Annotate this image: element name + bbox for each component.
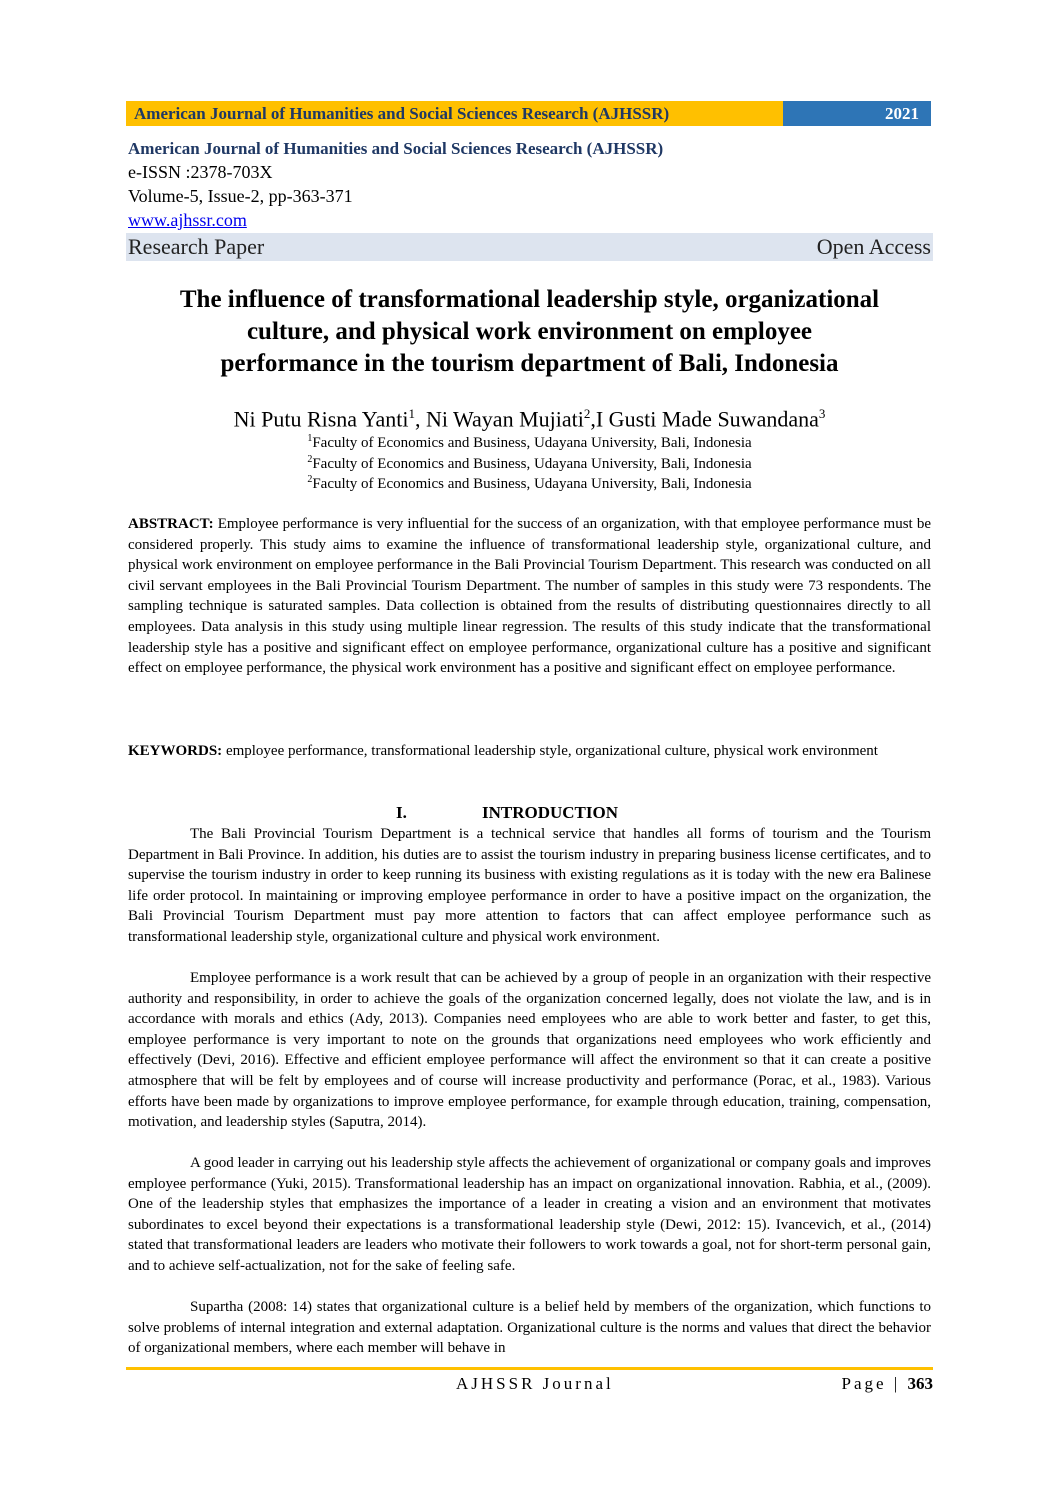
author-1: Ni Putu Risna Yanti bbox=[233, 406, 409, 432]
running-header-year: 2021 bbox=[783, 101, 931, 126]
affiliation-2-text: Faculty of Economics and Business, Udayana University, Bali, Indonesia bbox=[312, 456, 752, 472]
access-type: Open Access bbox=[816, 234, 931, 259]
abstract bbox=[128, 514, 931, 679]
body-paragraph-2: Employee performance is a work result that can be achieved by a group of people in an organization with their respective authority and responsibility, in order to achieve the goals of the organization concerned legally, does not violate the law, and is in accordance with morals and ethics (Ady, 2013). Companies need employees who are able to work better and faster, to get this, employee performance is very important to note on the grounds that organizations need employees who work efficiently and effectively (Devi, 2016). Effective and efficient employee performance will affect the environment so that it can create a positive atmosphere that will be felt by employees and of course will increase productivity and performance (Porac, et al., 1983). Various efforts have been made by organizations to improve employee performance, for example through education, training, compensation, motivation, and leadership styles (Saputra, 2014). bbox=[128, 970, 931, 1131]
page-footer bbox=[126, 1374, 933, 1398]
author-2: , Ni Wayan Mujiati bbox=[414, 406, 584, 432]
affiliation-1-text: Faculty of Economics and Business, Udayana University, Bali, Indonesia bbox=[312, 435, 752, 451]
paper-title bbox=[126, 284, 933, 380]
abstract-label: ABSTRACT: bbox=[128, 516, 214, 532]
section-number: I. bbox=[396, 803, 407, 822]
abstract-text: Employee performance is very influential for the success of an organization, with that employee performance must be considered properly. This study aims to examine the influence of transformational leadership style, organizational culture, and physical work environment on employee performance in the Bali Provincial Tourism Department. This research was conducted on all civil servant employees in the Bali Provincial Tourism Department. The number of samples in this study were 73 respondents. The sampling technique is saturated samples. Data collection is obtained from the results of distributing questionnaires directly to all employees. Data analysis in this study using multiple linear regression. The results of this study indicate that the transformational leadership style has a positive and significant effect on employee performance, organizational culture has a positive and significant effect on employee performance, the physical work environment has a positive and significant effect on employee performance. bbox=[128, 516, 931, 677]
footer-page-label: Page | bbox=[841, 1374, 908, 1393]
meta-journal: American Journal of Humanities and Social Sciences Research (AJHSSR) bbox=[128, 139, 664, 158]
journal-meta bbox=[128, 138, 933, 232]
affiliation-3-text: Faculty of Economics and Business, Udayana University, Bali, Indonesia bbox=[312, 476, 752, 492]
keywords-label: KEYWORDS: bbox=[128, 743, 223, 759]
affiliation-3-sup: 2 bbox=[307, 474, 313, 485]
body-paragraph-1: The Bali Provincial Tourism Department is a technical service that handles all forms of tourism and the Tourism Department in Bali Province. In addition, his duties are to assist the tourism industry in preparing business license certificates, and to supervise the tourism industry in order to keep running its business with existing regulations as it is today with the new era Balinese life order protocol. In maintaining or improving employee performance in order to have a positive impact on the organization, the Bali Provincial Tourism Department must pay more attention to factors that can affect employee performance such as transformational leadership style, organizational culture and physical work environment. bbox=[128, 826, 931, 945]
footer-page bbox=[842, 1374, 933, 1394]
author-3-sup: 3 bbox=[818, 406, 826, 421]
section-title: INTRODUCTION bbox=[482, 803, 619, 822]
footer-rule bbox=[126, 1367, 933, 1370]
author-3: ,I Gusti Made Suwandana bbox=[590, 406, 819, 432]
affiliation-1-sup: 1 bbox=[307, 433, 313, 444]
title-line-2: culture, and physical work environment on employee bbox=[246, 318, 813, 345]
paper-type-bar bbox=[126, 233, 933, 261]
paper-type: Research Paper bbox=[128, 234, 265, 259]
title-line-3: performance in the tourism department of Bali, Indonesia bbox=[220, 350, 839, 377]
meta-volume: Volume-5, Issue-2, pp-363-371 bbox=[128, 186, 353, 206]
author-2-sup: 2 bbox=[583, 406, 591, 421]
journal-url-link[interactable]: www.ajhssr.com bbox=[128, 210, 247, 230]
affiliation-3 bbox=[126, 470, 933, 494]
footer-page-number: 363 bbox=[907, 1374, 933, 1393]
body-paragraph-3: A good leader in carrying out his leadership style affects the achievement of organizational or company goals and improves employee performance (Yuki, 2015). Transformational leadership has an impact on organizational innovation. Rabhia, et al., (2009). One of the leadership styles that emphasizes the importance of a leader in creating a vision and an environment that motivates subordinates to excel beyond their expectations is a transformational leadership style (Dewi, 2012: 15). Ivancevich, et al., (2014) stated that transformational leaders are leaders who motivate their followers to work towards a goal, not for short-term personal gain, and to achieve self-actualization, not for the sake of feeling safe. bbox=[128, 1155, 931, 1274]
meta-eissn: e-ISSN :2378-703X bbox=[128, 162, 273, 182]
affiliation-2-sup: 2 bbox=[307, 454, 313, 465]
body-paragraph-4: Supartha (2008: 14) states that organizational culture is a belief held by members of the organization, which functions to solve problems of internal integration and external adaptation. Organizational culture is the norms and values that direct the behavior of organizational members, where each member will behave in bbox=[128, 1299, 931, 1357]
footer-journal: AJHSSR Journal bbox=[456, 1374, 614, 1393]
running-header-journal: American Journal of Humanities and Social Sciences Research (AJHSSR) bbox=[126, 101, 783, 126]
keywords bbox=[128, 741, 931, 762]
running-header bbox=[126, 101, 931, 126]
keywords-text: employee performance, transformational leadership style, organizational culture, physical work environment bbox=[222, 743, 878, 759]
title-line-1: The influence of transformational leadership style, organizational bbox=[179, 286, 880, 313]
author-1-sup: 1 bbox=[408, 406, 415, 421]
